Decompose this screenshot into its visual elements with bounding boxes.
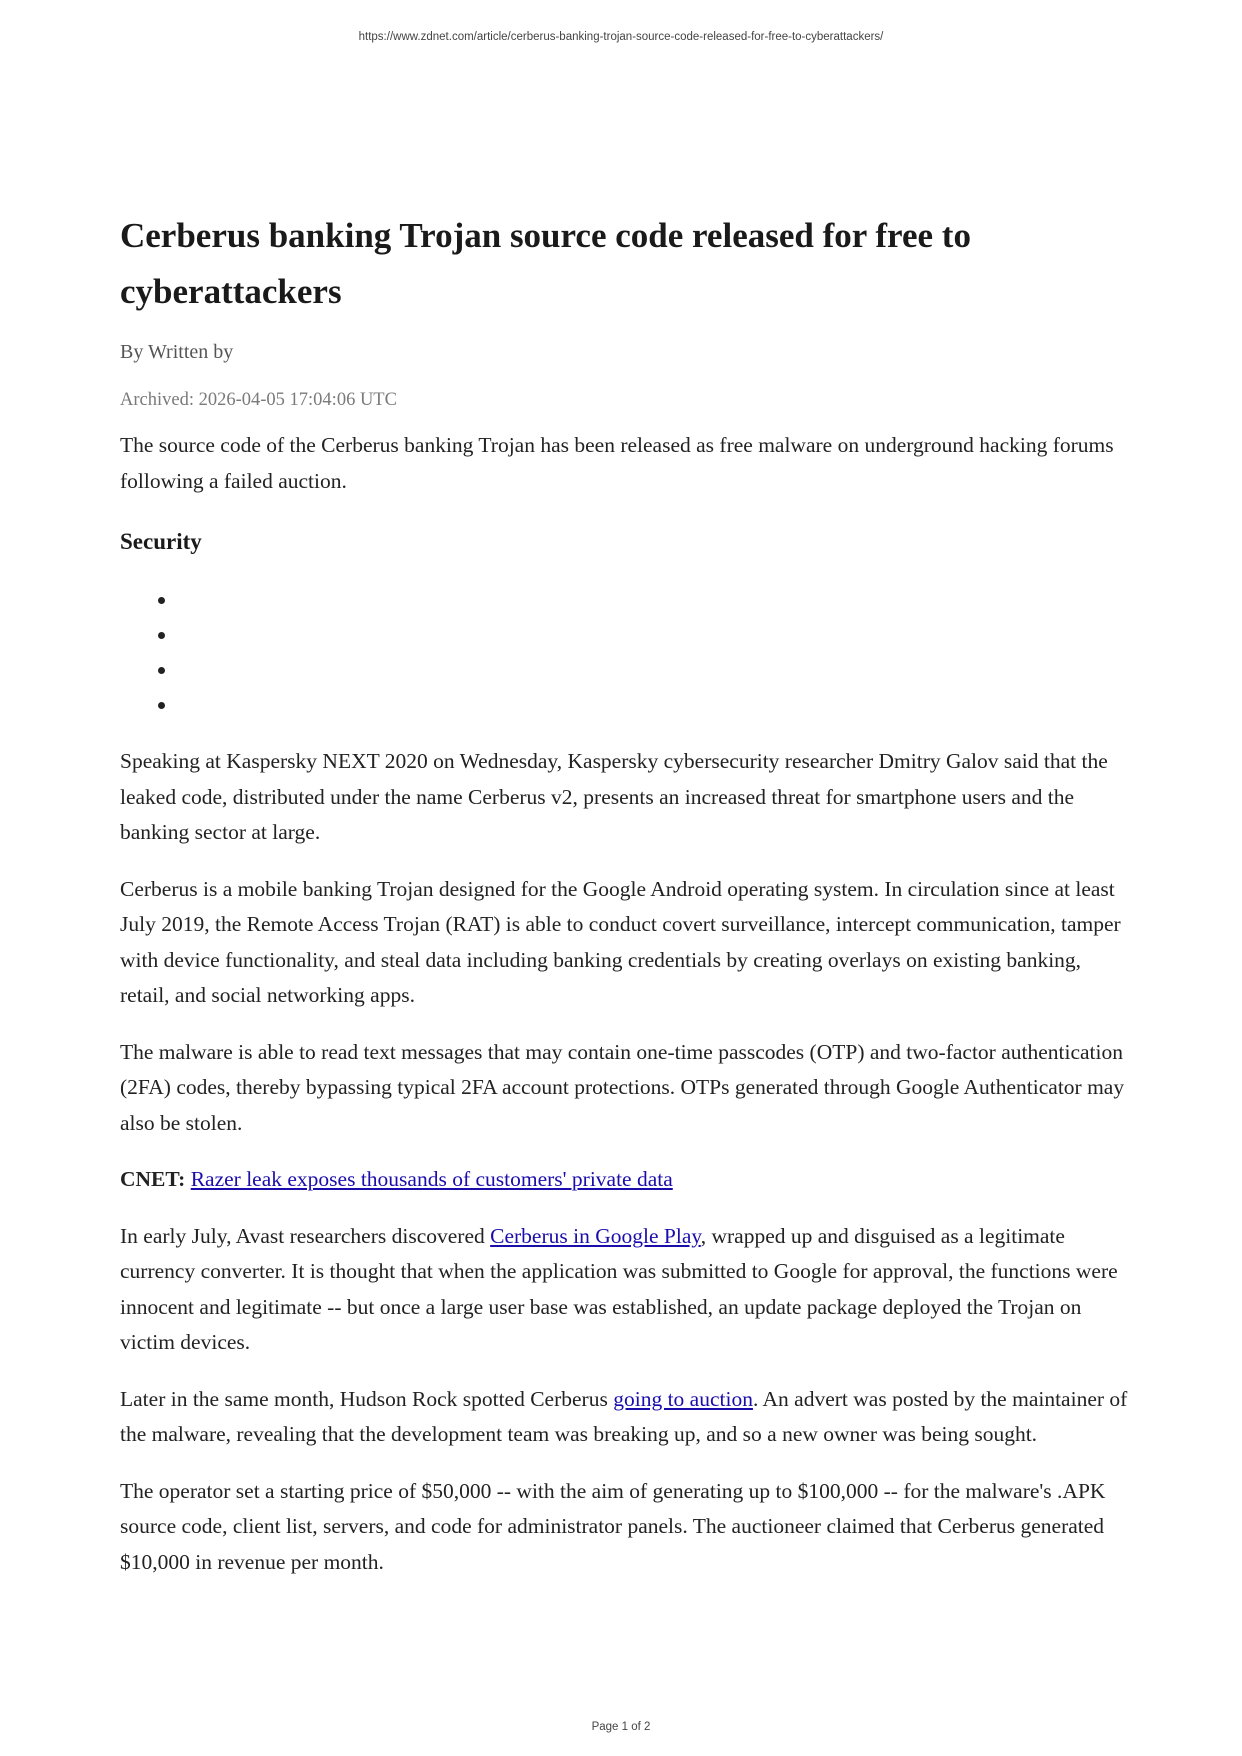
- list-item: [158, 655, 1130, 690]
- paragraph-auction: [120, 1382, 1130, 1453]
- paragraph-cerberus-description: Cerberus is a mobile banking Trojan designed for the Google Android operating system. In circulation since at least July 2019, the Remote Access Trojan (RAT) is able to conduct covert surveillance, intercept communication, tamper with device functionality, and steal data including banking credentials by creating overlays on existing banking, retail, and social networking apps.: [120, 876, 1121, 1007]
- list-item: [158, 620, 1130, 655]
- cnet-label: CNET:: [120, 1167, 186, 1191]
- lead-paragraph: The source code of the Cerberus banking Trojan has been released as free malware on underground hacking forums following a failed auction.: [120, 433, 1114, 493]
- archived-timestamp: Archived: 2026-04-05 17:04:06 UTC: [120, 390, 397, 410]
- paragraph-text: In early July, Avast researchers discovered: [120, 1223, 491, 1248]
- paragraph-text: , wrapped up and disguised as a legitimate currency converter. It is thought that when the application was submitted to Google for approval, the functions were innocent and legitimate -- but once a large user base was established, an update package deployed the Trojan on victim devices.: [120, 1223, 1118, 1354]
- going-to-auction-link[interactable]: going to auction: [613, 1386, 753, 1411]
- paragraph-kaspersky: Speaking at Kaspersky NEXT 2020 on Wednesday, Kaspersky cybersecurity researcher Dmitry Galov said that the leaked code, distributed under the name Cerberus v2, presents an increased threat for smartphone users and the banking sector at large.: [120, 749, 1108, 844]
- list-item: [158, 690, 1130, 725]
- security-bullet-list: [120, 585, 1130, 725]
- article: [120, 208, 1130, 1580]
- page-url: https://www.zdnet.com/article/cerberus-banking-trojan-source-code-released-for-free-to-cyberattackers/: [358, 31, 884, 43]
- paragraph-otp: The malware is able to read text messages that may contain one-time passcodes (OTP) and two-factor authentication (2FA) codes, thereby bypassing typical 2FA account protections. OTPs generated through Google Authenticator may also be stolen.: [120, 1039, 1125, 1135]
- article-title: Cerberus banking Trojan source code released for free to cyberattackers: [120, 216, 971, 311]
- byline: By Written by: [120, 341, 234, 363]
- paragraph-google-play: [120, 1219, 1130, 1361]
- paragraph-text: . An advert was posted by the maintainer of the malware, revealing that the development team was breaking up, and so a new owner was being sought.: [120, 1386, 1128, 1446]
- razer-leak-link[interactable]: Razer leak exposes thousands of customers' private data: [190, 1167, 673, 1191]
- page-number: Page 1 of 2: [591, 1721, 651, 1733]
- paragraph-starting-price: The operator set a starting price of $50,000 -- with the aim of generating up to $100,000 -- for the malware's .APK source code, client list, servers, and code for administrator panels. The auctioneer claimed that Cerberus generated $10,000 in revenue per month.: [120, 1478, 1106, 1574]
- cnet-related-link: [120, 1162, 1130, 1198]
- section-heading-security: Security: [120, 529, 202, 554]
- paragraph-text: Later in the same month, Hudson Rock spotted Cerberus: [120, 1386, 614, 1411]
- cerberus-google-play-link[interactable]: Cerberus in Google Play: [490, 1223, 701, 1248]
- list-item: [158, 585, 1130, 620]
